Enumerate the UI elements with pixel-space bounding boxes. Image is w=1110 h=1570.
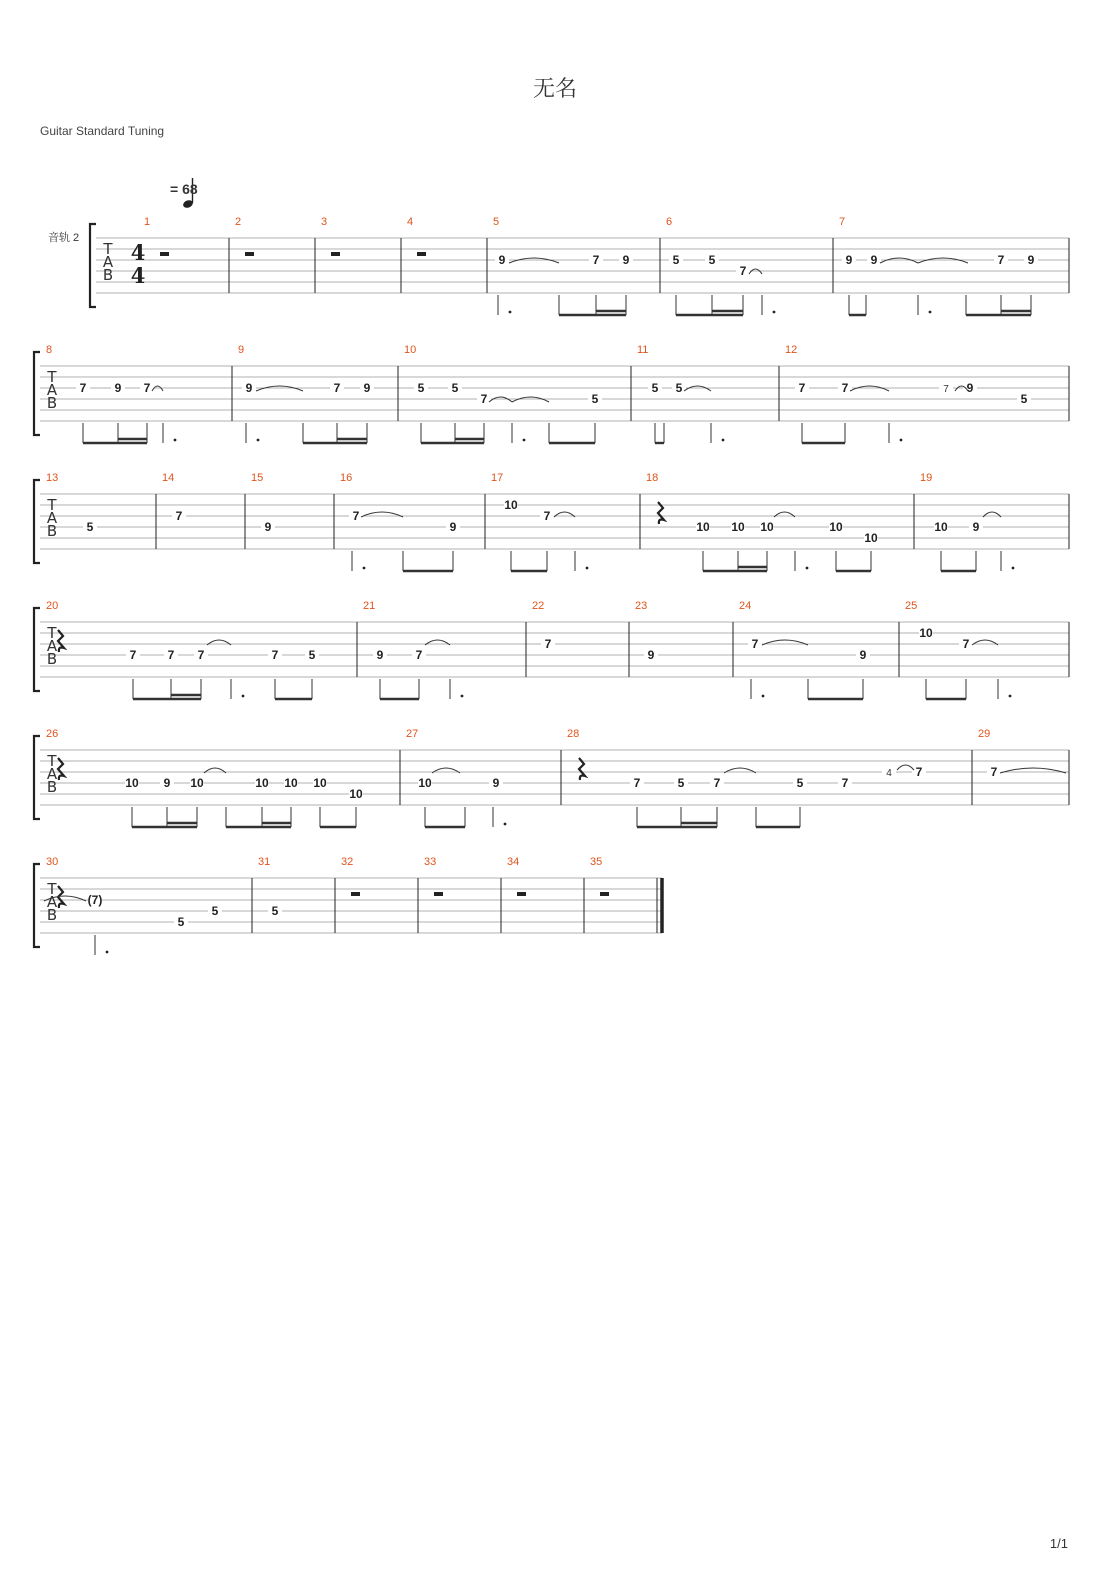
dot: [523, 439, 526, 442]
fret-number: 5: [651, 381, 659, 395]
fret-number: 9: [870, 253, 878, 267]
dot: [504, 823, 507, 826]
fret-number: 9: [498, 253, 506, 267]
tab-clef-letter: T: [47, 880, 57, 898]
fret-number: 9: [163, 776, 171, 790]
fret-number: 7: [751, 637, 759, 651]
dot: [762, 695, 765, 698]
fret-number: 9: [1027, 253, 1035, 267]
fret-number: 5: [672, 253, 680, 267]
dot: [1012, 567, 1015, 570]
measure-number: 13: [46, 472, 59, 484]
dot: [900, 439, 903, 442]
tie-arc: [749, 269, 762, 274]
fret-number: 9: [845, 253, 853, 267]
dot: [242, 695, 245, 698]
fret-number: 10: [418, 776, 432, 790]
measure-number: 12: [785, 344, 798, 356]
tab-clef-letter: B: [46, 778, 58, 796]
fret-number: 7: [713, 776, 721, 790]
measure-number: 5: [493, 216, 500, 228]
measure-number: 6: [666, 216, 673, 228]
fret-number: 7: [143, 381, 151, 395]
fret-number: 10: [313, 776, 327, 790]
tie-arc: [850, 386, 889, 391]
fret-number: 5: [796, 776, 804, 790]
fret-number: 10: [696, 520, 710, 534]
measure-number: 16: [340, 472, 353, 484]
dot: [106, 951, 109, 954]
dot: [806, 567, 809, 570]
fret-number: 9: [114, 381, 122, 395]
fret-number: 10: [934, 520, 948, 534]
dot: [257, 439, 260, 442]
whole-rest: [245, 252, 254, 256]
fret-number: 7: [592, 253, 600, 267]
time-signature-bottom: 4: [130, 263, 146, 288]
dot: [929, 311, 932, 314]
fret-number: 9: [264, 520, 272, 534]
fret-number: 7: [962, 637, 970, 651]
fret-number: 7: [739, 264, 747, 278]
system-bracket: [34, 864, 40, 947]
fret-number: 9: [972, 520, 980, 534]
fret-number: 10: [504, 498, 518, 512]
measure-number: 29: [978, 728, 991, 740]
tie-arc: [897, 765, 914, 770]
fret-number: 7: [271, 648, 279, 662]
measure-number: 34: [507, 856, 520, 868]
measure-number: 15: [251, 472, 264, 484]
fret-number: 5: [677, 776, 685, 790]
fret-number: 7: [798, 381, 806, 395]
page-number: 1/1: [1049, 1536, 1068, 1551]
measure-number: 18: [646, 472, 659, 484]
measure-number: 1: [144, 216, 151, 228]
measure-number: 28: [567, 728, 580, 740]
fret-number: 7: [990, 765, 998, 779]
fret-number: 7: [197, 648, 205, 662]
whole-rest: [434, 892, 443, 896]
fret-number: 10: [284, 776, 298, 790]
fret-number: 7: [352, 509, 360, 523]
fret-number: 9: [966, 381, 974, 395]
track-label: 音轨 2: [48, 232, 80, 244]
fret-number: 9: [859, 648, 867, 662]
fret-number: 7: [544, 637, 552, 651]
fret-number: 7: [915, 765, 923, 779]
tie-arc: [489, 397, 512, 402]
whole-rest: [160, 252, 169, 256]
tab-clef-letter: T: [47, 624, 57, 642]
fret-number: 10: [190, 776, 204, 790]
dot: [461, 695, 464, 698]
system-bracket: [34, 736, 40, 819]
measure-number: 25: [905, 600, 918, 612]
fret-number: (7): [87, 893, 103, 907]
tie-arc: [509, 258, 559, 263]
tab-clef-letter: A: [46, 381, 58, 399]
fret-number: 7: [997, 253, 1005, 267]
fret-number: 7: [841, 381, 849, 395]
fret-number: 10: [829, 520, 843, 534]
fret-number: 5: [591, 392, 599, 406]
measure-number: 35: [590, 856, 603, 868]
fret-number: 5: [708, 253, 716, 267]
fret-number: 5: [211, 904, 219, 918]
fret-number: 9: [449, 520, 457, 534]
fret-number: 9: [492, 776, 500, 790]
fret-number: 7: [480, 392, 488, 406]
tab-clef-letter: A: [46, 637, 58, 655]
tab-clef-letter: A: [46, 765, 58, 783]
system-bracket: [34, 608, 40, 691]
fret-number: 5: [86, 520, 94, 534]
tab-clef-letter: A: [102, 253, 114, 271]
dot: [174, 439, 177, 442]
measure-number: 26: [46, 728, 59, 740]
dot: [586, 567, 589, 570]
measure-number: 7: [839, 216, 846, 228]
measure-number: 4: [407, 216, 414, 228]
tie-arc: [512, 397, 549, 402]
system-bracket: [90, 224, 96, 307]
fret-number: 10: [731, 520, 745, 534]
measure-number: 20: [46, 600, 59, 612]
fret-number: 7: [415, 648, 423, 662]
measure-number: 9: [238, 344, 245, 356]
fret-number: 10: [760, 520, 774, 534]
tab-clef-letter: B: [46, 522, 58, 540]
time-signature-top: 4: [130, 240, 146, 265]
tie-arc: [880, 258, 918, 263]
measure-number: 21: [363, 600, 376, 612]
dot: [509, 311, 512, 314]
score-title: 无名: [532, 77, 577, 102]
grace-note: 7: [943, 384, 949, 395]
tab-clef-letter: T: [103, 240, 113, 258]
fret-number: 9: [376, 648, 384, 662]
measure-number: 27: [406, 728, 419, 740]
measure-number: 3: [321, 216, 328, 228]
measure-number: 22: [532, 600, 545, 612]
tab-clef-letter: B: [102, 266, 114, 284]
whole-rest: [517, 892, 526, 896]
tie-arc: [256, 386, 303, 391]
measure-number: 2: [235, 216, 242, 228]
measure-number: 30: [46, 856, 59, 868]
tab-clef-letter: T: [47, 752, 57, 770]
system-bracket: [34, 352, 40, 435]
fret-number: 5: [271, 904, 279, 918]
whole-rest: [351, 892, 360, 896]
fret-number: 5: [1020, 392, 1028, 406]
fret-number: 5: [417, 381, 425, 395]
fret-number: 7: [841, 776, 849, 790]
tab-clef-letter: A: [46, 893, 58, 911]
dot: [773, 311, 776, 314]
measure-number: 17: [491, 472, 504, 484]
fret-number: 10: [255, 776, 269, 790]
measure-number: 31: [258, 856, 271, 868]
dot: [1009, 695, 1012, 698]
fret-number: 9: [647, 648, 655, 662]
grace-note: 4: [886, 768, 892, 779]
tab-clef-letter: T: [47, 368, 57, 386]
fret-number: 10: [919, 626, 933, 640]
fret-number: 10: [125, 776, 139, 790]
tab-clef-letter: A: [46, 509, 58, 527]
measure-number: 19: [920, 472, 933, 484]
measure-number: 24: [739, 600, 752, 612]
tuning-label: Guitar Standard Tuning: [40, 124, 165, 138]
tie-arc: [918, 258, 968, 263]
fret-number: 7: [333, 381, 341, 395]
fret-number: 7: [79, 381, 87, 395]
measure-number: 23: [635, 600, 648, 612]
whole-rest: [417, 252, 426, 256]
whole-rest: [331, 252, 340, 256]
measure-number: 10: [404, 344, 417, 356]
dot: [363, 567, 366, 570]
fret-number: 9: [245, 381, 253, 395]
fret-number: 5: [308, 648, 316, 662]
fret-number: 7: [175, 509, 183, 523]
measure-number: 32: [341, 856, 354, 868]
tempo-marking: = 68: [170, 181, 198, 197]
measure-number: 14: [162, 472, 175, 484]
measure-number: 11: [637, 344, 649, 356]
dot: [722, 439, 725, 442]
fret-number: 7: [129, 648, 137, 662]
tab-clef-letter: T: [47, 496, 57, 514]
fret-number: 9: [363, 381, 371, 395]
fret-number: 9: [622, 253, 630, 267]
tab-clef-letter: B: [46, 650, 58, 668]
fret-number: 10: [864, 531, 878, 545]
fret-number: 10: [349, 787, 363, 801]
fret-number: 7: [633, 776, 641, 790]
system-bracket: [34, 480, 40, 563]
fret-number: 5: [451, 381, 459, 395]
tab-clef-letter: B: [46, 906, 58, 924]
measure-number: 8: [46, 344, 53, 356]
tie-arc: [684, 386, 711, 391]
fret-number: 5: [675, 381, 683, 395]
tab-clef-letter: B: [46, 394, 58, 412]
whole-rest: [600, 892, 609, 896]
fret-number: 7: [543, 509, 551, 523]
fret-number: 7: [167, 648, 175, 662]
measure-number: 33: [424, 856, 437, 868]
fret-number: 5: [177, 915, 185, 929]
